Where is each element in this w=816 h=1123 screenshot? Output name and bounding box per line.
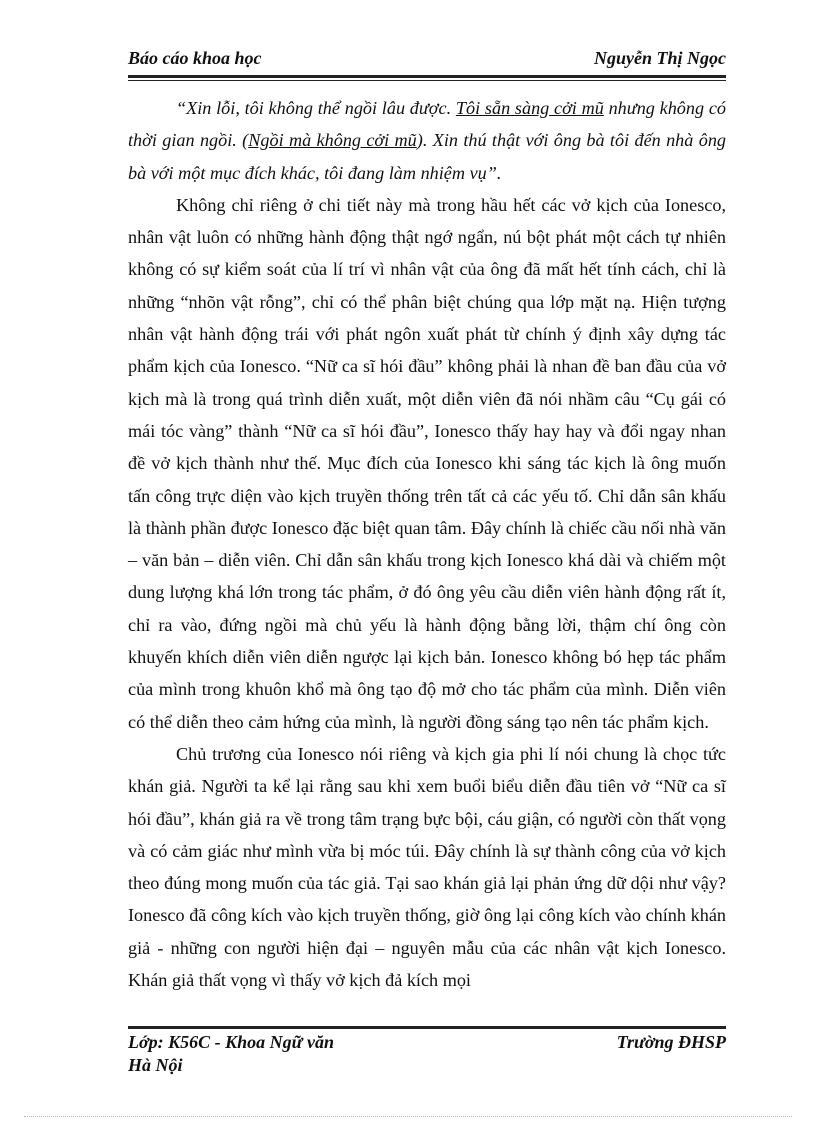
header-author: Nguyễn Thị Ngọc xyxy=(594,48,726,68)
quote-underlined-2: Ngồi mà không cởi mũ xyxy=(248,130,417,151)
quote-paragraph xyxy=(128,92,726,189)
body-paragraph-2: Chủ trương của Ionesco nói riêng và kịch gia phi lí nói chung là chọc tức khán giả. Người ta kể lại rằng sau khi xem buổi biểu diễn đầu tiên vở “Nữ ca sĩ hói đầu”, khán giả ra về trong tâm trạng bực bội, cáu giận, có người còn thất vọng và có cảm giác như mình vừa bị móc túi. Đây chính là sự thành công của vở kịch theo đúng mong muốn của tác giả. Tại sao khán giả lại phản ứng dữ dội như vậy? Ionesco đã công kích vào kịch truyền thống, giờ ông lại công kích vào chính khán giả - những con người hiện đại – nguyên mẫu của các nhân vật kịch Ionesco. Khán giả thất vọng vì thấy vở kịch đả kích mọi xyxy=(128,743,726,991)
header-title: Báo cáo khoa học xyxy=(128,48,262,68)
body-paragraph-1: Không chỉ riêng ở chi tiết này mà trong hầu hết các vở kịch của Ionesco, nhân vật luôn có những hành động thật ngớ ngẩn, nú bột phát một cách tự nhiên không có sự kiểm soát của lí trí vì nhân vật của ông đã mất hết tính cách, chỉ là những “nhõn vật rỗng”, chỉ có thể phân biệt chúng qua lớp mặt nạ. Hiện tượng nhân vật hành động trái với phát ngôn xuất phát từ chính ý định xây dựng tác phẩm kịch của Ionesco. “Nữ ca sĩ hói đầu” không phải là nhan đề ban đầu của vở kịch mà là trong quá trình diễn xuất, một diễn viên đã nói nhầm câu “Cụ gái có mái tóc vàng” thành “Nữ ca sĩ hói đầu”, Ionesco thấy hay hay và đổi ngay nhan đề vở kịch thành như thế. Mục đích của Ionesco khi sáng tác kịch là ông muốn tấn công trực diện vào kịch truyền thống trên tất cả các yếu tố. Chỉ dẫn sân khấu là thành phần được Ionesco đặc biệt quan tâm. Đây chính là chiếc cầu nối nhà văn – văn bản – diễn viên. Chỉ dẫn sân khấu trong kịch Ionesco khá dài và chiếm một dung lượng khá lớn trong tác phẩm, ở đó ông yêu cầu diễn viên hành động rất ít, chỉ ra vào, đứng ngồi mà chủ yếu là hành động bằng lời, thậm chí ông còn khuyến khích diễn viên diễn ngược lại kịch bản. Ionesco không bó hẹp tác phẩm của mình trong khuôn khổ mà ông tạo độ mở cho tác phẩm của mình. Diễn viên có thể diễn theo cảm hứng của mình, là người đồng sáng tạo nên tác phẩm kịch. xyxy=(128,194,726,732)
quote-text-2: nhưng không có thời gian ngồi. ( xyxy=(128,98,726,151)
footer-city: Hà Nội xyxy=(128,1055,183,1075)
footer-school: Trường ĐHSP xyxy=(616,1032,726,1052)
quote-text-1: “Xin lỗi, tôi không thể ngồi lâu được. xyxy=(176,98,456,118)
quote-text-3: ). Xin thú thật với ông bà tôi đến nhà ông bà với một mục đích khác, tôi đang làm nhiệm vụ”. xyxy=(128,130,727,183)
document-body xyxy=(128,92,726,996)
quote-underlined-1: Tôi sẵn sàng cởi mũ xyxy=(455,98,604,118)
header-rule xyxy=(128,75,726,78)
header-rule-thin xyxy=(128,80,726,81)
footer-class: Lớp: K56C - Khoa Ngữ văn xyxy=(128,1032,334,1052)
page-footer xyxy=(128,1032,726,1082)
page-bottom-border xyxy=(24,1116,792,1117)
footer-rule xyxy=(128,1026,726,1029)
page-header xyxy=(128,48,726,76)
